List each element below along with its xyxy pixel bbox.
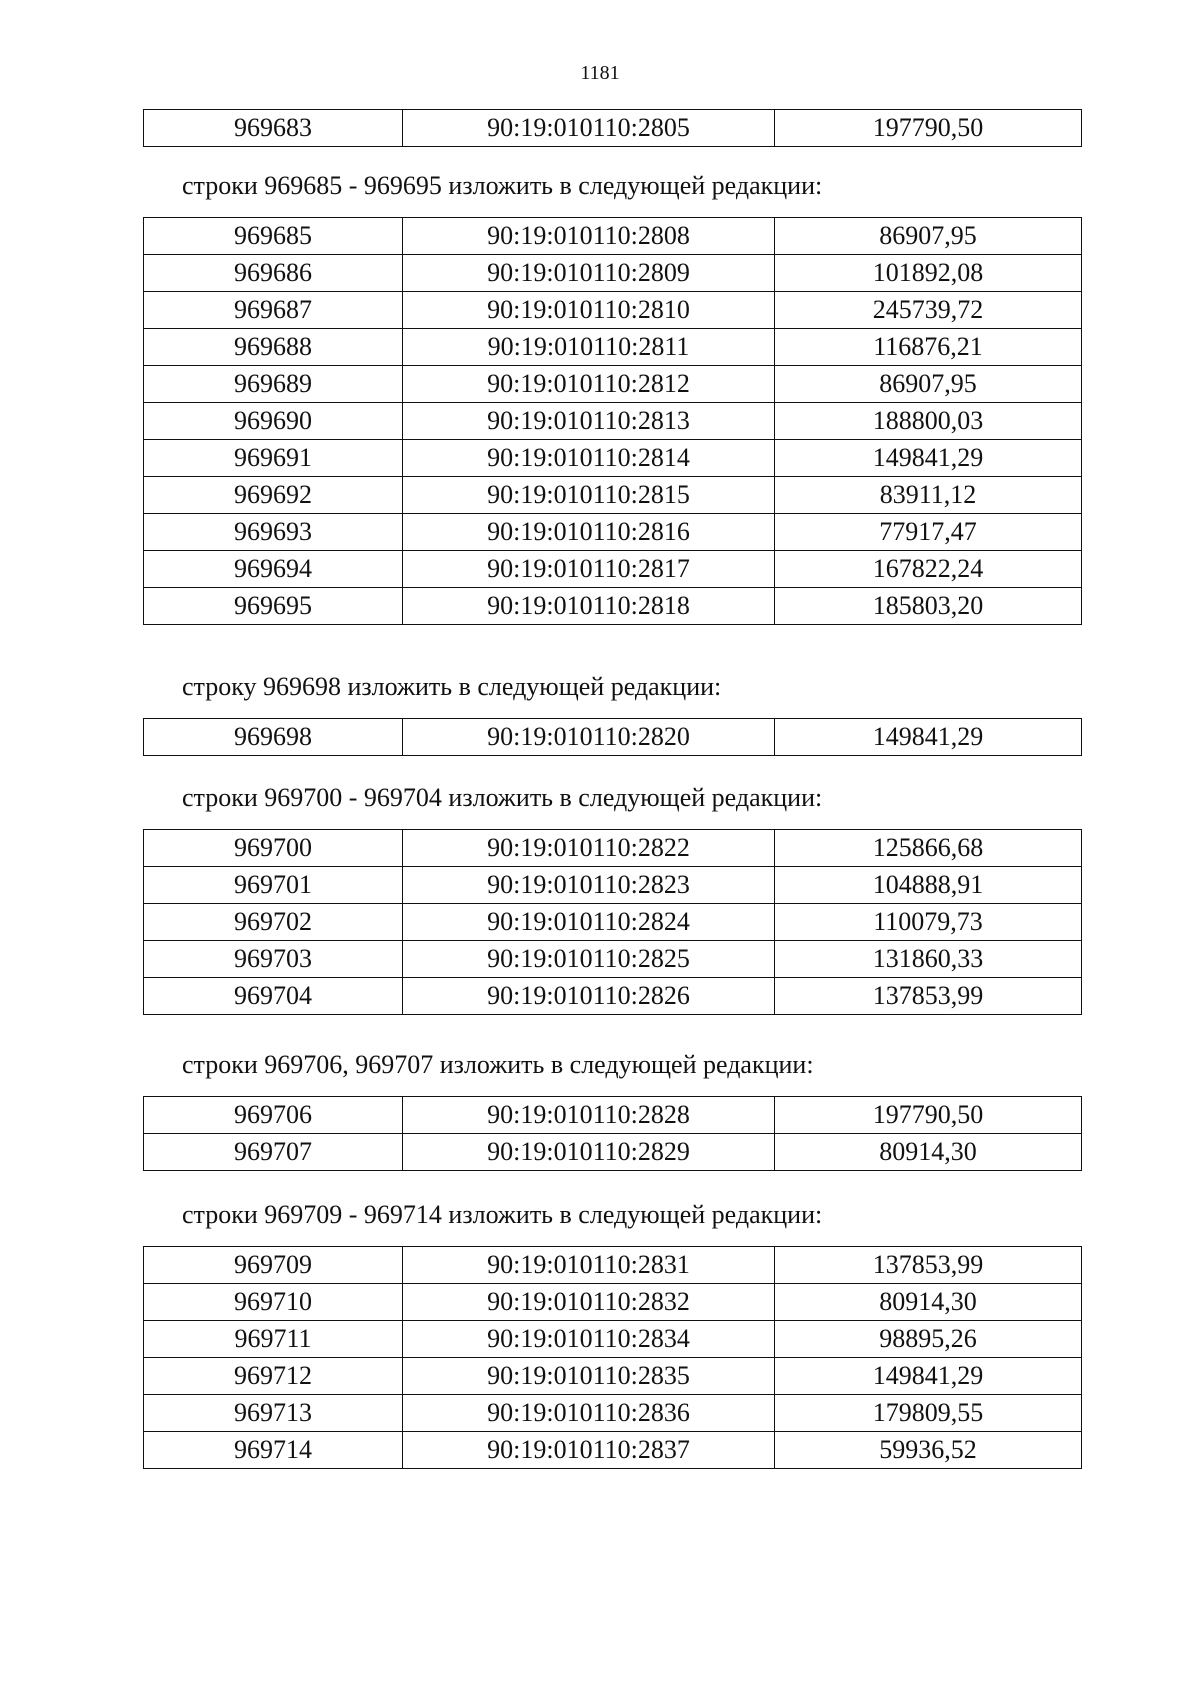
table-row (144, 551, 1082, 588)
table-row (144, 477, 1082, 514)
value-cell: 77917,47 (775, 514, 1082, 551)
cadastral-number-cell: 90:19:010110:2820 (403, 719, 775, 756)
value-cell: 188800,03 (775, 403, 1082, 440)
row-number-cell: 969691 (144, 440, 403, 477)
row-number-cell: 969686 (144, 255, 403, 292)
section-3 (143, 783, 1081, 1015)
value-cell: 167822,24 (775, 551, 1082, 588)
value-cell: 197790,50 (775, 1097, 1082, 1134)
table-row (144, 1358, 1082, 1395)
value-cell: 149841,29 (775, 719, 1082, 756)
row-number-cell: 969704 (144, 978, 403, 1015)
value-cell: 104888,91 (775, 867, 1082, 904)
row-number-cell: 969683 (144, 110, 403, 147)
value-cell: 110079,73 (775, 904, 1082, 941)
cadastral-number-cell: 90:19:010110:2812 (403, 366, 775, 403)
section-5 (143, 1200, 1081, 1469)
value-cell: 83911,12 (775, 477, 1082, 514)
row-number-cell: 969688 (144, 329, 403, 366)
section-intro: строки 969685 - 969695 изложить в следующей редакции: (182, 171, 823, 200)
registry-table (143, 718, 1082, 756)
row-number-cell: 969702 (144, 904, 403, 941)
table-row (144, 588, 1082, 625)
table-row (144, 292, 1082, 329)
table-row (144, 1247, 1082, 1284)
registry-table (143, 1096, 1082, 1171)
value-cell: 185803,20 (775, 588, 1082, 625)
cadastral-number-cell: 90:19:010110:2829 (403, 1134, 775, 1171)
cadastral-number-cell: 90:19:010110:2837 (403, 1432, 775, 1469)
row-number-cell: 969694 (144, 551, 403, 588)
row-number-cell: 969689 (144, 366, 403, 403)
value-cell: 131860,33 (775, 941, 1082, 978)
value-cell: 86907,95 (775, 366, 1082, 403)
cadastral-number-cell: 90:19:010110:2831 (403, 1247, 775, 1284)
cadastral-number-cell: 90:19:010110:2808 (403, 218, 775, 255)
cadastral-number-cell: 90:19:010110:2816 (403, 514, 775, 551)
value-cell: 149841,29 (775, 440, 1082, 477)
value-cell: 125866,68 (775, 830, 1082, 867)
registry-table (143, 109, 1082, 147)
table-row (144, 941, 1082, 978)
row-number-cell: 969712 (144, 1358, 403, 1395)
row-number-cell: 969701 (144, 867, 403, 904)
cadastral-number-cell: 90:19:010110:2828 (403, 1097, 775, 1134)
section-0 (143, 109, 1081, 147)
value-cell: 116876,21 (775, 329, 1082, 366)
value-cell: 80914,30 (775, 1284, 1082, 1321)
row-number-cell: 969700 (144, 830, 403, 867)
value-cell: 149841,29 (775, 1358, 1082, 1395)
table-row (144, 255, 1082, 292)
cadastral-number-cell: 90:19:010110:2811 (403, 329, 775, 366)
row-number-cell: 969690 (144, 403, 403, 440)
row-number-cell: 969685 (144, 218, 403, 255)
value-cell: 86907,95 (775, 218, 1082, 255)
table-row (144, 218, 1082, 255)
section-2 (143, 672, 1081, 756)
cadastral-number-cell: 90:19:010110:2824 (403, 904, 775, 941)
cadastral-number-cell: 90:19:010110:2810 (403, 292, 775, 329)
table-row (144, 514, 1082, 551)
value-cell: 98895,26 (775, 1321, 1082, 1358)
value-cell: 245739,72 (775, 292, 1082, 329)
table-row (144, 440, 1082, 477)
row-number-cell: 969714 (144, 1432, 403, 1469)
row-number-cell: 969693 (144, 514, 403, 551)
table-row (144, 1097, 1082, 1134)
section-intro: строки 969700 - 969704 изложить в следующей редакции: (182, 783, 823, 812)
cadastral-number-cell: 90:19:010110:2813 (403, 403, 775, 440)
table-row (144, 1134, 1082, 1171)
table-row (144, 1395, 1082, 1432)
table-row (144, 366, 1082, 403)
table-row (144, 978, 1082, 1015)
cadastral-number-cell: 90:19:010110:2834 (403, 1321, 775, 1358)
cadastral-number-cell: 90:19:010110:2832 (403, 1284, 775, 1321)
row-number-cell: 969687 (144, 292, 403, 329)
row-number-cell: 969706 (144, 1097, 403, 1134)
table-row (144, 329, 1082, 366)
table-row (144, 110, 1082, 147)
registry-table (143, 217, 1082, 625)
registry-table (143, 829, 1082, 1015)
table-row (144, 719, 1082, 756)
value-cell: 137853,99 (775, 1247, 1082, 1284)
page-number: 1181 (580, 62, 620, 84)
section-1 (143, 171, 1081, 625)
row-number-cell: 969692 (144, 477, 403, 514)
cadastral-number-cell: 90:19:010110:2809 (403, 255, 775, 292)
value-cell: 59936,52 (775, 1432, 1082, 1469)
value-cell: 101892,08 (775, 255, 1082, 292)
table-row (144, 904, 1082, 941)
table-row (144, 1432, 1082, 1469)
cadastral-number-cell: 90:19:010110:2825 (403, 941, 775, 978)
cadastral-number-cell: 90:19:010110:2805 (403, 110, 775, 147)
row-number-cell: 969695 (144, 588, 403, 625)
row-number-cell: 969707 (144, 1134, 403, 1171)
cadastral-number-cell: 90:19:010110:2814 (403, 440, 775, 477)
value-cell: 197790,50 (775, 110, 1082, 147)
value-cell: 179809,55 (775, 1395, 1082, 1432)
cadastral-number-cell: 90:19:010110:2822 (403, 830, 775, 867)
table-row (144, 830, 1082, 867)
cadastral-number-cell: 90:19:010110:2826 (403, 978, 775, 1015)
row-number-cell: 969711 (144, 1321, 403, 1358)
cadastral-number-cell: 90:19:010110:2818 (403, 588, 775, 625)
row-number-cell: 969703 (144, 941, 403, 978)
table-row (144, 403, 1082, 440)
cadastral-number-cell: 90:19:010110:2817 (403, 551, 775, 588)
section-intro: строки 969706, 969707 изложить в следующей редакции: (182, 1050, 814, 1079)
registry-table (143, 1246, 1082, 1469)
row-number-cell: 969709 (144, 1247, 403, 1284)
row-number-cell: 969710 (144, 1284, 403, 1321)
value-cell: 80914,30 (775, 1134, 1082, 1171)
cadastral-number-cell: 90:19:010110:2836 (403, 1395, 775, 1432)
cadastral-number-cell: 90:19:010110:2835 (403, 1358, 775, 1395)
table-row (144, 1321, 1082, 1358)
table-row (144, 1284, 1082, 1321)
value-cell: 137853,99 (775, 978, 1082, 1015)
row-number-cell: 969713 (144, 1395, 403, 1432)
table-row (144, 867, 1082, 904)
section-intro: строку 969698 изложить в следующей редакции: (182, 672, 722, 701)
section-intro: строки 969709 - 969714 изложить в следующей редакции: (182, 1200, 823, 1229)
cadastral-number-cell: 90:19:010110:2823 (403, 867, 775, 904)
row-number-cell: 969698 (144, 719, 403, 756)
cadastral-number-cell: 90:19:010110:2815 (403, 477, 775, 514)
section-4 (143, 1050, 1081, 1171)
